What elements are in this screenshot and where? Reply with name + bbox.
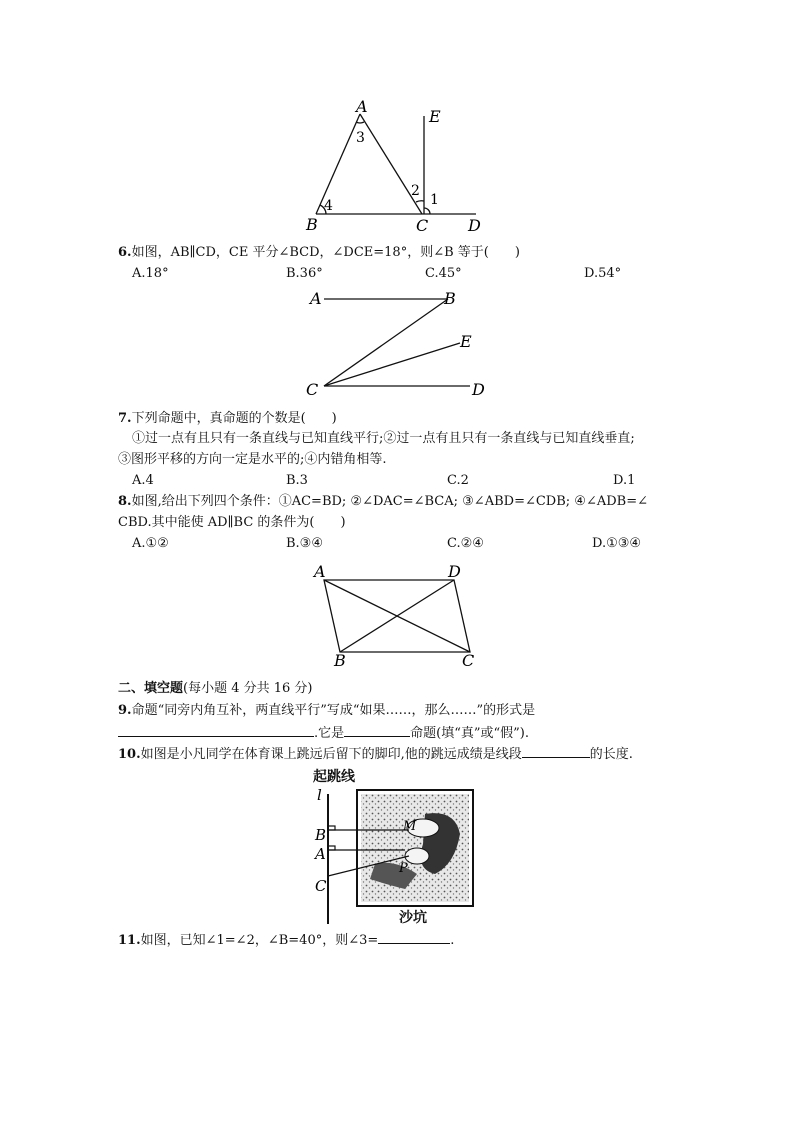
question-number: 6. (118, 245, 132, 260)
option-c: C.2 (447, 473, 469, 488)
statements-line-2: ③图形平移的方向一定是水平的;④内错角相等. (118, 452, 387, 467)
label-A: A (314, 562, 326, 581)
answer-blank[interactable] (522, 744, 590, 758)
label-C: C (462, 651, 475, 670)
label-D: D (472, 380, 485, 399)
question-number: 11. (118, 933, 141, 948)
option-b: B.3 (286, 473, 308, 488)
question-text-end: . (450, 933, 455, 948)
question-8-line-2: CBD.其中能使 AD∥BC 的条件为( ) (118, 515, 346, 530)
question-text: 如图是小凡同学在体育课上跳远后留下的脚印,他的跳远成绩是线段 (140, 747, 522, 762)
option-a: A.18° (132, 266, 169, 281)
option-c: C.②④ (447, 536, 484, 551)
jump-line-title: 起跳线 (313, 769, 355, 785)
question-text-end: 命题(填“真”或“假”). (410, 726, 530, 741)
section-header (118, 680, 313, 698)
label-C: C (416, 216, 429, 235)
option-d: D.1 (613, 473, 636, 488)
label-A: A (315, 845, 326, 863)
statements-line-1: ①过一点有且只有一条直线与已知直线平行;②过一点有且只有一条直线与已知直线垂直; (132, 431, 635, 446)
question-text-end: 的长度. (589, 747, 633, 762)
question-9-line-2 (118, 723, 529, 743)
option-b: B.③④ (286, 536, 323, 551)
parallelogram-figure (310, 560, 490, 672)
question-number: 7. (118, 411, 132, 426)
section-title: 二、填空题 (118, 681, 184, 696)
section-note: (每小题 4 分共 16 分) (183, 681, 313, 696)
question-11 (118, 930, 454, 950)
label-A: A (310, 289, 322, 308)
label-B: B (444, 289, 456, 308)
option-b: B.36° (286, 266, 323, 281)
label-B: B (334, 651, 346, 670)
label-C: C (315, 877, 327, 895)
label-E: E (460, 332, 472, 351)
label-B: B (315, 826, 327, 844)
option-d: D.①③④ (592, 536, 642, 551)
angle-4: 4 (324, 198, 333, 214)
long-jump-figure (305, 764, 485, 928)
question-text: 下列命题中，真命题的个数是( ) (131, 411, 337, 426)
label-P: P (399, 861, 408, 876)
option-a: A.4 (132, 473, 154, 488)
question-text: 如图，已知∠1=∠2，∠B=40°，则∠3= (140, 933, 379, 948)
question-text: 如图,给出下列四个条件：①AC=BD; ②∠DAC=∠BCA; ③∠ABD=∠CDB; ④∠ADB=∠ (131, 494, 648, 509)
answer-blank-1[interactable] (118, 723, 314, 737)
question-number: 10. (118, 747, 141, 762)
angle-2: 2 (411, 183, 420, 199)
option-d: D.54° (584, 266, 622, 281)
question-text: 如图，AB∥CD，CE 平分∠BCD，∠DCE=18°，则∠B 等于( ) (131, 245, 520, 260)
label-D: D (468, 216, 481, 235)
label-E: E (429, 107, 441, 126)
option-c: C.45° (425, 266, 462, 281)
label-M: M (403, 819, 417, 834)
label-C: C (306, 380, 319, 399)
question-text: 命题“同旁内角互补，两直线平行”写成“如果……，那么……”的形式是 (131, 703, 536, 718)
question-number: 8. (118, 494, 132, 509)
answer-blank-2[interactable] (344, 723, 410, 737)
question-9 (118, 702, 535, 720)
label-B: B (306, 215, 318, 234)
question-10 (118, 744, 633, 764)
angle-1: 1 (430, 192, 439, 208)
question-6 (118, 244, 520, 262)
question-number: 9. (118, 703, 132, 718)
label-A: A (356, 100, 368, 116)
angle-3: 3 (356, 130, 365, 146)
answer-blank[interactable] (378, 930, 450, 944)
question-8 (118, 493, 648, 511)
sand-pit-label: 沙坑 (399, 910, 427, 926)
triangle-figure (300, 100, 500, 235)
label-D: D (448, 562, 461, 581)
question-7 (118, 410, 337, 428)
question-text-mid: .它是 (314, 726, 345, 741)
option-a: A.①② (132, 536, 169, 551)
parallel-lines-figure (300, 285, 500, 403)
label-l: l (317, 786, 322, 804)
